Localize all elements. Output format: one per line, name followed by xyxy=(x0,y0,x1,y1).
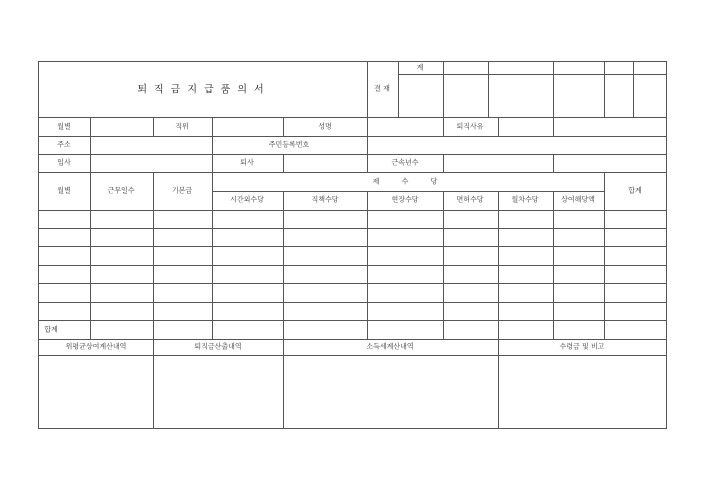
approval-col-line xyxy=(553,61,554,117)
position-label: 직위 xyxy=(175,122,189,131)
month-label: 월별 xyxy=(57,122,71,131)
bottom-col-line xyxy=(498,339,499,428)
approval-header-line xyxy=(398,74,666,75)
allowances-header: 제 수 당 xyxy=(372,177,448,186)
pay-row-line xyxy=(38,246,666,247)
info-col-line xyxy=(367,117,368,136)
pay-col-line xyxy=(90,172,91,339)
leave-label: 퇴사 xyxy=(240,158,254,167)
info-col-line xyxy=(443,117,444,136)
allowance-col-line xyxy=(443,191,444,339)
bottom-col-line xyxy=(283,339,284,428)
pay-header-bottom-line xyxy=(38,210,666,211)
pay-row-line xyxy=(38,228,666,229)
reason-label: 퇴직사유 xyxy=(456,122,484,131)
info-col-line xyxy=(367,136,368,154)
income-tax-label: 소득세계산내역 xyxy=(366,342,414,351)
approval-col-line xyxy=(633,61,634,117)
info-col-line xyxy=(212,136,213,154)
info-col-line xyxy=(443,154,444,172)
pay-col-line xyxy=(153,172,154,339)
outer-top-border xyxy=(38,61,666,62)
allowance-header-line xyxy=(212,191,604,192)
pay-row-line xyxy=(38,302,666,303)
approval-side-label: 결 재 xyxy=(374,84,390,93)
info-col-line xyxy=(90,117,91,136)
join-label: 입사 xyxy=(57,158,71,167)
pay-total-header: 합계 xyxy=(628,186,642,195)
name-label: 성명 xyxy=(318,122,332,131)
allowance-col-bonus: 상여해당액 xyxy=(561,195,595,204)
bottom-col-line xyxy=(153,339,154,428)
allowance-col-line xyxy=(283,191,284,339)
allowance-col-license: 면허수당 xyxy=(456,195,484,204)
pay-row-line xyxy=(38,265,666,266)
resident-no-label: 주민등록번호 xyxy=(268,140,310,149)
outer-left-border xyxy=(38,61,39,429)
allowance-col-line xyxy=(498,191,499,339)
receipt-label: 수령금 및 비고 xyxy=(559,342,605,351)
info-col-line xyxy=(90,136,91,154)
allowance-col-overtime: 시간외수당 xyxy=(230,195,264,204)
work-days-header: 근무일수 xyxy=(107,186,135,195)
approval-col-line xyxy=(443,61,444,117)
info-col-line xyxy=(212,117,213,136)
info-col-line xyxy=(283,117,284,136)
bottom-header-line xyxy=(38,355,666,356)
avg-wage-label: 위평균상여계산내역 xyxy=(65,342,127,351)
form-title: 퇴직금지급품의서 xyxy=(137,84,271,96)
pay-row-line xyxy=(38,283,666,284)
allowance-col-monthly: 월차수당 xyxy=(511,195,539,204)
info-col-line xyxy=(153,117,154,136)
info-col-line xyxy=(212,154,213,172)
approval-col-line xyxy=(398,61,399,117)
info-col-line xyxy=(498,117,499,136)
total-row-bottom-line xyxy=(38,339,666,340)
allowance-col-site: 현장수당 xyxy=(391,195,419,204)
allowance-col-line xyxy=(367,191,368,339)
base-pay-header: 기본급 xyxy=(171,186,193,195)
pay-col-line xyxy=(604,172,605,339)
approval-first-header: 계 xyxy=(416,63,424,72)
service-years-label: 근속년수 xyxy=(391,158,419,167)
address-label: 주소 xyxy=(57,140,71,149)
info-row2-bottom-line xyxy=(38,154,666,155)
approval-col-line xyxy=(488,61,489,117)
info-row1-bottom-line xyxy=(38,136,666,137)
allowance-col-line xyxy=(553,191,554,339)
pay-month-header: 월별 xyxy=(57,186,71,195)
info-col-line xyxy=(367,154,368,172)
info-col-line xyxy=(283,154,284,172)
outer-bottom-border xyxy=(38,428,666,429)
pay-col-line xyxy=(212,172,213,339)
total-row-label: 합계 xyxy=(44,325,58,334)
severance-calc-label: 퇴직금산출내역 xyxy=(194,342,242,351)
approval-col-line xyxy=(367,61,368,117)
outer-right-border xyxy=(666,61,667,429)
info-col-line xyxy=(90,154,91,172)
info-col-line xyxy=(553,154,554,172)
title-section-bottom-line xyxy=(38,117,666,118)
info-col-line xyxy=(553,117,554,136)
approval-col-line xyxy=(604,61,605,117)
allowance-col-position: 직책수당 xyxy=(311,195,339,204)
pay-row-line xyxy=(38,320,666,321)
info-row3-bottom-line xyxy=(38,172,666,173)
